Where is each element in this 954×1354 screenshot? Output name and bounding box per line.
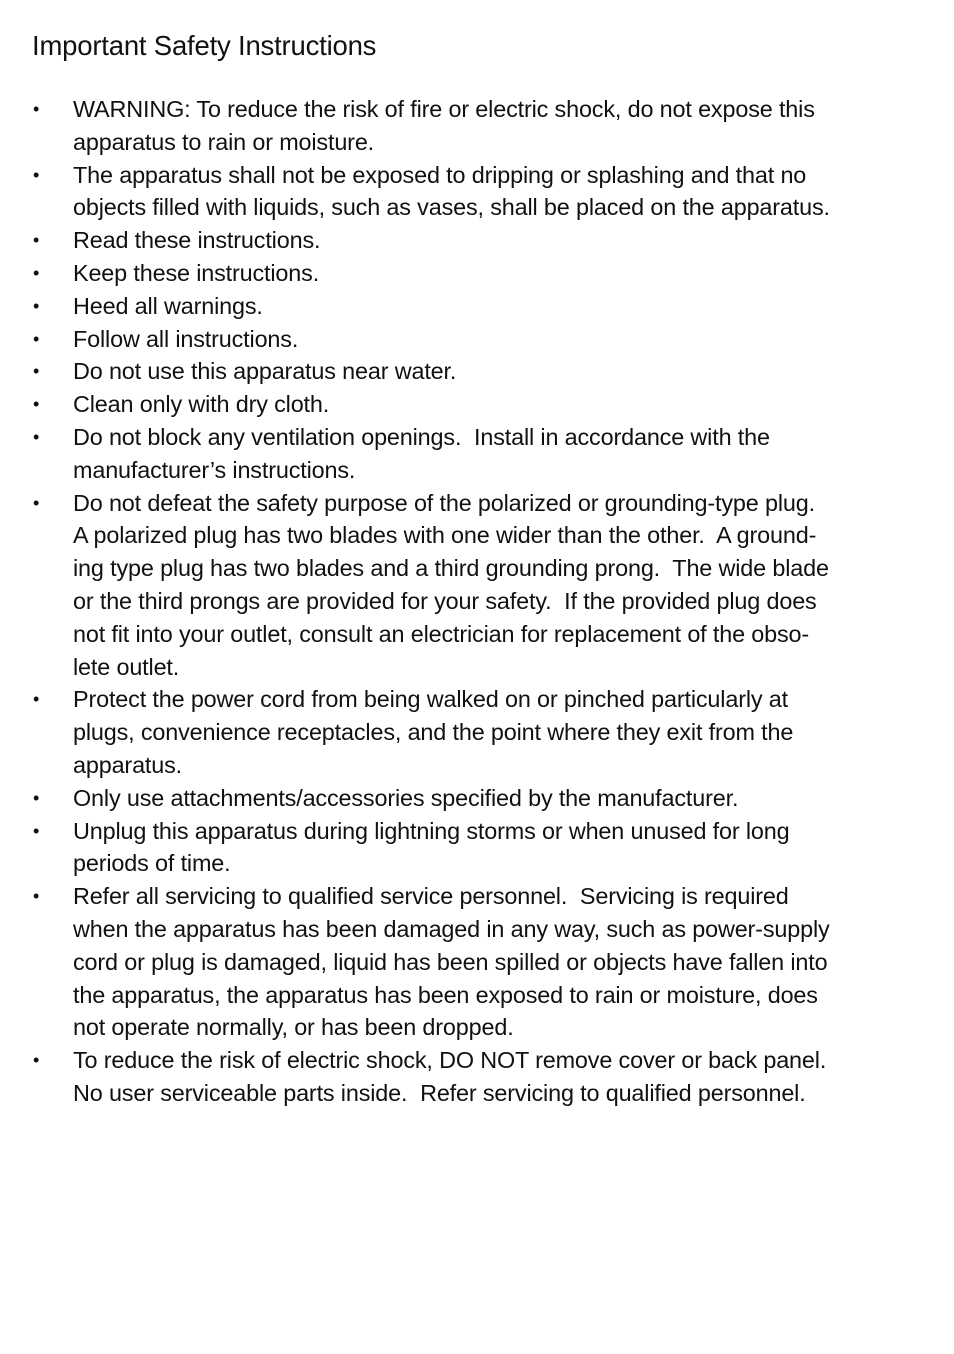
bullet-icon: • (33, 1050, 40, 1071)
safety-instruction-list (32, 93, 920, 1110)
bullet-icon: • (33, 262, 40, 283)
instruction-text: Heed all warnings. (73, 292, 263, 319)
instruction-text: Clean only with dry cloth. (73, 391, 330, 418)
instruction-text: Do not use this apparatus near water. (73, 358, 457, 385)
list-item (32, 93, 920, 159)
bullet-icon: • (33, 886, 40, 907)
bullet-icon: • (33, 295, 40, 316)
instruction-text: Do not block any ventilation openings. Install in accordance with the manufacturer’s instructions. (73, 423, 770, 483)
bullet-icon: • (33, 164, 40, 185)
instruction-text: Only use attachments/accessories specified by the manufacturer. (73, 784, 739, 811)
list-item (32, 1044, 920, 1110)
list-item (32, 159, 920, 225)
list-item (32, 815, 920, 881)
instruction-text: Unplug this apparatus during lightning storms or when unused for long periods of time. (73, 817, 790, 877)
list-item (32, 388, 920, 421)
list-item (32, 683, 920, 781)
list-item (32, 487, 920, 684)
bullet-icon: • (33, 426, 40, 447)
bullet-icon: • (33, 787, 40, 808)
instruction-text: Read these instructions. (73, 227, 321, 254)
list-item (32, 323, 920, 356)
list-item (32, 355, 920, 388)
list-item (32, 880, 920, 1044)
bullet-icon: • (33, 689, 40, 710)
list-item (32, 782, 920, 815)
instruction-text: To reduce the risk of electric shock, DO NOT remove cover or back panel. No user serviceable parts inside. Refer servicing to qualified personnel. (73, 1047, 827, 1106)
bullet-icon: • (33, 230, 40, 251)
instruction-text: Refer all servicing to qualified service personnel. Servicing is required when the apparatus has been damaged in any way, such as power-supply cord or plug is damaged, liquid has been spilled or objects have fallen into the apparatus, the apparatus has been exposed to rain or moisture, does not operate normally, or has been dropped. (73, 883, 830, 1041)
page-title: Important Safety Instructions (32, 30, 377, 61)
list-item (32, 257, 920, 290)
bullet-icon: • (33, 820, 40, 841)
instruction-text: WARNING: To reduce the risk of fire or electric shock, do not expose this apparatus to rain or moisture. (73, 96, 815, 155)
bullet-icon: • (33, 99, 40, 119)
instruction-text: The apparatus shall not be exposed to dripping or splashing and that no objects filled with liquids, such as vases, shall be placed on the apparatus. (73, 161, 830, 221)
bullet-icon: • (33, 328, 40, 349)
list-item (32, 290, 920, 323)
bullet-icon: • (33, 361, 40, 382)
instruction-text: Keep these instructions. (73, 259, 320, 286)
bullet-icon: • (33, 492, 40, 513)
instruction-text: Protect the power cord from being walked on or pinched particularly at plugs, convenience receptacles, and the point where they exit from the apparatus. (73, 686, 794, 778)
list-item (32, 421, 920, 487)
list-item (32, 224, 920, 257)
bullet-icon: • (33, 394, 40, 415)
instruction-text: Do not defeat the safety purpose of the polarized or grounding-type plug. A polarized plug has two blades with one wider than the other. A ground- ing type plug has two blades and a third grounding prong. The wide blade or the third prongs are provided for your safety. If the provided plug does not fit into your outlet, consult an electrician for replacement of the obso- lete outlet. (73, 489, 829, 680)
instruction-text: Follow all instructions. (73, 325, 299, 352)
